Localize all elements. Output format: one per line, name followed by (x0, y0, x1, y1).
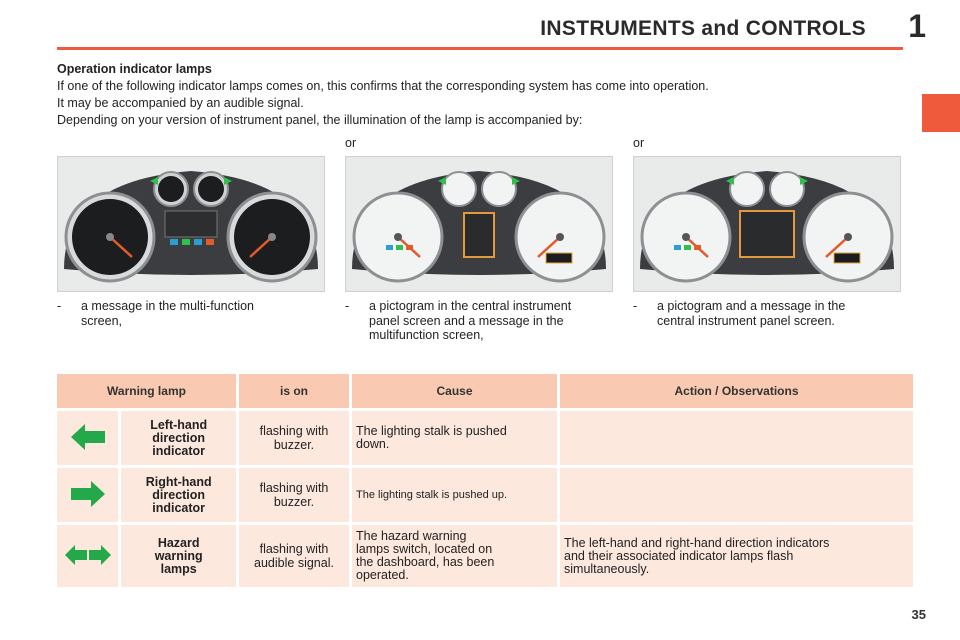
panel-caption-3 (633, 299, 913, 328)
lamp-name (121, 468, 236, 522)
hazard-arrows-icon (64, 542, 112, 568)
action-line: simultaneously. (564, 561, 650, 576)
caption-line: central instrument panel screen. (657, 313, 835, 328)
lamp-name (121, 411, 236, 465)
header-action: Action / Observations (560, 374, 913, 408)
action-line: The left-hand and right-hand direction indicators (564, 535, 830, 550)
chapter-tab (922, 94, 960, 132)
page-number: 35 (911, 607, 926, 622)
table-header-row (57, 374, 913, 408)
lamp-icon-cell (57, 525, 118, 587)
action-cell (560, 525, 913, 587)
cause-line: lamps switch, located on (356, 542, 493, 556)
cause-line: down. (356, 437, 390, 451)
lamp-name-line: lamps (160, 561, 197, 576)
caption-line: a pictogram and a message in the (657, 299, 846, 313)
caption-line: multifunction screen, (369, 328, 484, 342)
cause-line: The lighting stalk is pushed up. (356, 488, 508, 501)
lamp-name-line: Left-hand (150, 417, 208, 432)
is-on-line: flashing with (259, 424, 329, 438)
is-on-line: audible signal. (254, 556, 334, 570)
caption-line: panel screen and a message in the (369, 313, 564, 328)
lamp-name-line: indicator (152, 443, 206, 458)
instrument-panel-image-3 (633, 156, 901, 292)
caption-dash: - (57, 299, 62, 313)
lamp-name-line: direction (152, 487, 206, 502)
is-on-cell (239, 411, 349, 465)
is-on-line: flashing with (259, 542, 329, 556)
is-on-line: buzzer. (273, 495, 315, 509)
lamp-name (121, 525, 236, 587)
lamp-name-line: Hazard (157, 535, 200, 550)
instrument-panel-image-2 (345, 156, 613, 292)
action-cell (560, 411, 913, 465)
cause-cell (352, 525, 557, 587)
cause-cell (352, 411, 557, 465)
action-line: and their associated indicator lamps flash (564, 548, 794, 563)
left-arrow-icon (70, 422, 106, 452)
table-row (57, 411, 913, 465)
right-arrow-icon (70, 479, 106, 509)
header-cause: Cause (352, 374, 557, 408)
lamp-icon-cell (57, 411, 118, 465)
indicator-lamps-table (54, 371, 916, 590)
intro-paragraph-1: If one of the following indicator lamps comes on, this confirms that the corresponding system has come into operation. (57, 79, 709, 93)
intro-paragraph-3: Depending on your version of instrument panel, the illumination of the lamp is accompanied by: (57, 113, 583, 127)
caption-line: screen, (81, 313, 122, 328)
caption-line: a message in the multi-function (81, 299, 255, 313)
header-warning-lamp: Warning lamp (57, 374, 236, 408)
lamp-name-line: Right-hand (145, 474, 212, 489)
cause-line: operated. (356, 568, 409, 582)
table-row (57, 525, 913, 587)
page-header-title: INSTRUMENTS and CONTROLS (540, 17, 866, 40)
cause-line: the dashboard, has been (356, 555, 495, 569)
is-on-line: flashing with (259, 481, 329, 495)
cause-cell (352, 468, 557, 522)
lamp-name-line: warning (154, 548, 203, 563)
is-on-cell (239, 525, 349, 587)
table-row (57, 468, 913, 522)
or-label: or (345, 136, 357, 150)
intro-paragraph-2: It may be accompanied by an audible signal. (57, 96, 304, 110)
action-cell (560, 468, 913, 522)
is-on-cell (239, 468, 349, 522)
lamp-icon-cell (57, 468, 118, 522)
panel-caption-1 (57, 299, 327, 328)
or-label: or (633, 136, 645, 150)
instrument-panel-image-1 (57, 156, 325, 292)
caption-dash: - (633, 299, 638, 313)
lamp-name-line: indicator (152, 500, 206, 515)
panel-caption-2 (345, 299, 625, 343)
caption-dash: - (345, 299, 350, 313)
cause-line: The hazard warning (356, 529, 467, 543)
cause-line: The lighting stalk is pushed (356, 424, 507, 438)
header-rule (57, 47, 903, 50)
section-title: Operation indicator lamps (57, 62, 212, 76)
caption-line: a pictogram in the central instrument (369, 299, 572, 313)
header-is-on: is on (239, 374, 349, 408)
lamp-name-line: direction (152, 430, 206, 445)
chapter-number: 1 (908, 8, 926, 44)
is-on-line: buzzer. (273, 438, 315, 452)
